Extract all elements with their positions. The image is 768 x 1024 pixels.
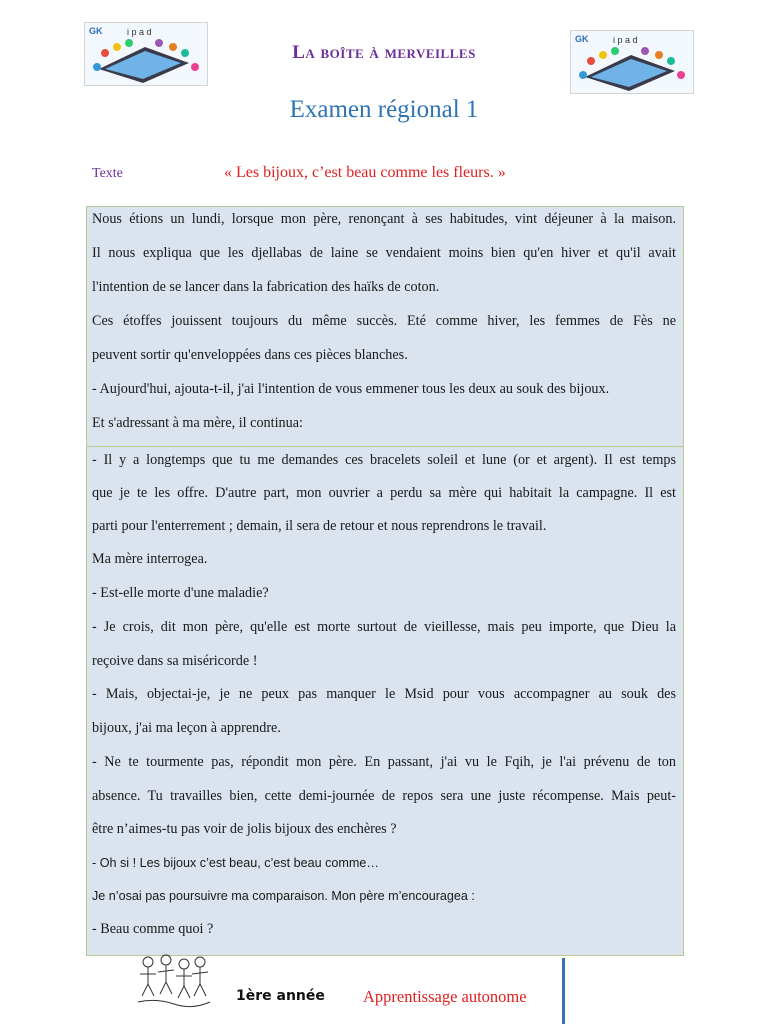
learning-label: Apprentissage autonome xyxy=(363,987,527,1006)
passage-line: reçoive dans sa miséricorde ! xyxy=(92,653,258,669)
passage-line: - Aujourd'hui, ajouta-t-il, j'ai l'intention de vous emmener tous les deux au souk des bijoux. xyxy=(92,381,610,397)
passage-line: - Il y a longtemps que tu me demandes ces bracelets soleil et lune (or et argent). Il est temps xyxy=(92,452,676,468)
svg-text:GK: GK xyxy=(575,34,589,44)
passage-line: Ces étoffes jouissent toujours du même succès. Eté comme hiver, les femmes de Fès ne xyxy=(92,313,676,329)
passage-line: Il nous expliqua que les djellabas de laine se vendaient moins bien qu'en hiver et qu'il avait xyxy=(92,245,676,261)
passage-line: être n’aimes-tu pas voir de jolis bijoux des enchères ? xyxy=(92,821,397,837)
texte-label: Texte xyxy=(92,166,123,181)
passage-line: Ma mère interrogea. xyxy=(92,551,208,567)
passage-line: absence. Tu travailles bien, cette demi-journée de repos sera une juste récompense. Mais peut- xyxy=(92,788,676,804)
passage-divider xyxy=(86,446,684,447)
passage-line: - Beau comme quoi ? xyxy=(92,921,214,937)
year-label: 1ère année xyxy=(236,988,325,1004)
passage-line: - Oh si ! Les bijoux c’est beau, c’est beau comme… xyxy=(92,856,379,870)
exam-title: Examen régional 1 xyxy=(289,96,479,123)
footer-vertical-bar xyxy=(562,958,565,1024)
passage-line: parti pour l'enterrement ; demain, il sera de retour et nous reprendrons le travail. xyxy=(92,518,547,534)
passage-line: l'intention de se lancer dans la fabrication des haïks de coton. xyxy=(92,279,440,295)
book-title: La boîte à merveilles xyxy=(292,42,476,63)
passage-line: Et s'adressant à ma mère, il continua: xyxy=(92,415,303,431)
passage-line: Je n’osai pas poursuivre ma comparaison. Mon père m’encouragea : xyxy=(92,889,475,903)
passage-line: - Je crois, dit mon père, qu'elle est morte surtout de vieillesse, mais peu importe, que Dieu la xyxy=(92,619,676,635)
svg-text:i p a d: i p a d xyxy=(127,27,152,37)
passage-line: - Mais, objectai-je, je ne peux pas manquer le Msid pour vous accompagner au souk des xyxy=(92,686,676,702)
passage-line: - Est-elle morte d'une maladie? xyxy=(92,585,269,601)
passage-line: que je te les offre. D'autre part, mon ouvrier a perdu sa mère qui habitait la campagne. Il est xyxy=(92,485,676,501)
passage-line: Nous étions un lundi, lorsque mon père, renonçant à ses habitudes, vint déjeuner à la maison. xyxy=(92,211,676,227)
svg-text:GK: GK xyxy=(89,26,103,36)
passage-line: - Ne te tourmente pas, répondit mon père. En passant, j'ai vu le Fqih, je l'ai prévenu de ton xyxy=(92,754,676,770)
passage-line: bijoux, j'ai ma leçon à apprendre. xyxy=(92,720,281,736)
text-title: « Les bijoux, c’est beau comme les fleurs. » xyxy=(224,164,506,181)
passage-line: peuvent sortir qu'enveloppées dans ces pièces blanches. xyxy=(92,347,408,363)
doodle-figures-icon xyxy=(136,952,212,1008)
svg-text:i p a d: i p a d xyxy=(613,35,638,45)
